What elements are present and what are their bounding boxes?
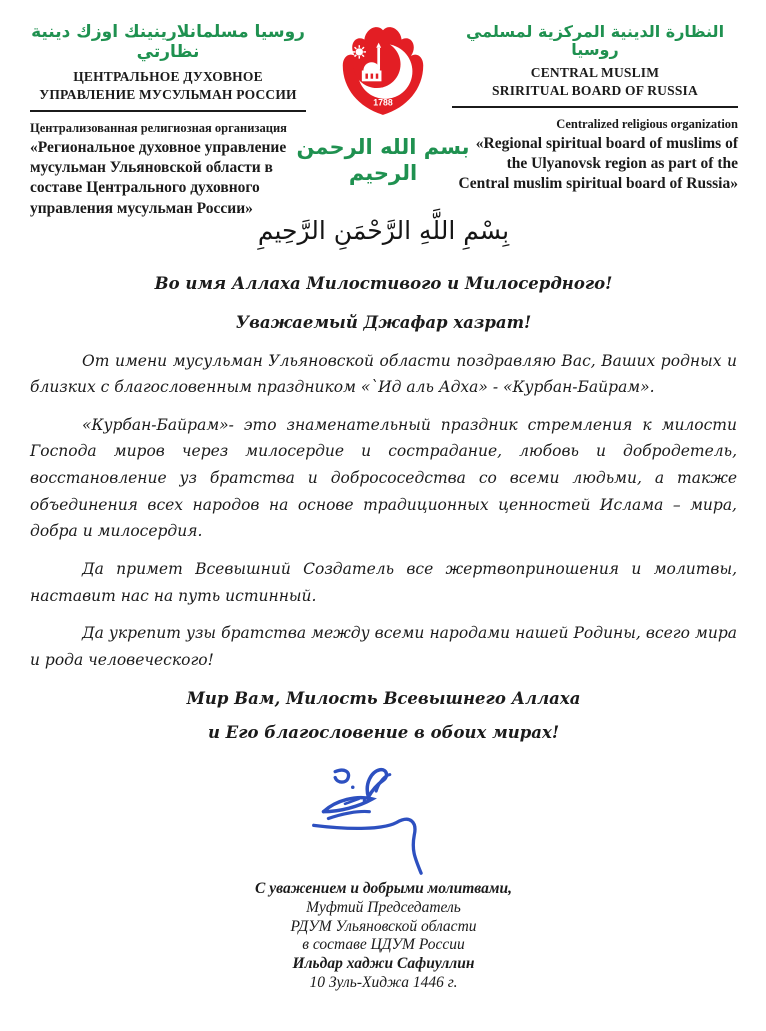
- paragraph-3: Да примет Всевышний Создатель все жертвоприношения и молитвы, наставит нас на путь истинный.: [30, 560, 737, 605]
- addressee-heading: Уважаемый Джафар хазрат!: [235, 312, 532, 332]
- header-right-divider: [452, 106, 738, 108]
- org-subtitle-russian: Централизованная религиозная организация: [30, 121, 287, 136]
- org-subtitle-english: Centralized religious organization: [556, 117, 738, 132]
- salutation-line: С уважением и добрыми молитвами,: [255, 879, 512, 897]
- signature-block: [30, 880, 737, 993]
- org-name-russian-line1: ЦЕНТРАЛЬНОЕ ДУХОВНОЕ: [73, 69, 263, 84]
- org-fullname-russian: «Региональное духовное управление мусульман Ульяновской области в составе Центрального духовного управления мусульман России»: [30, 139, 287, 217]
- header-left-divider: [30, 110, 306, 112]
- org-fullname-english: «Regional spiritual board of muslims of the Ulyanovsk region as part of the Central muslim spiritual board of Russia»: [458, 135, 738, 193]
- arabic-calligraphy-left-text: روسيا مسلمانلارينينك اوزك دينية نظارتي: [31, 22, 305, 62]
- title-line-2: РДУМ Ульяновской области: [290, 917, 477, 935]
- signer-name: Ильдар хаджи Сафиуллин: [292, 955, 475, 973]
- paragraph-1: От имени мусульман Ульяновской области поздравляю Вас, Ваших родных и близких с благословенным праздником «`Ид аль Адха» - «Курбан-Байрам».: [30, 351, 737, 397]
- cdum-tulip-emblem-icon: [330, 22, 436, 120]
- arabic-calligraphy-left: [30, 20, 306, 66]
- emblem-sun-icon: [353, 45, 366, 58]
- org-name-english-line2: SRIRITUAL BOARD OF RUSSIA: [492, 82, 698, 98]
- emblem-year-label: 1788: [373, 97, 393, 108]
- header-center-block: [296, 22, 470, 187]
- org-name-russian-line2: УПРАВЛЕНИЕ МУСУЛЬМАН РОССИИ: [39, 86, 297, 102]
- emblem-mosque-windows: [365, 74, 378, 79]
- paragraph-2: «Курбан-Байрам»- это знаменательный праздник стремления к милости Господа миров через милосердие и сострадание, любовь и добродетель, восстановление уз братства и добрососедства со всеми людьми, а также объединения всех народов на основе традиционных ценностей Ислама – мира, добра и милосердия.: [30, 415, 737, 541]
- title-line-1: Муфтий Председатель: [306, 898, 461, 916]
- org-name-english: [452, 64, 738, 99]
- mufti-signature-icon: [266, 758, 502, 880]
- header-left-block: [30, 20, 306, 219]
- hijri-date: 10 Зуль-Хиджа 1446 г.: [309, 974, 458, 992]
- title-line-3: в составе ЦДУМ России: [302, 936, 465, 954]
- header-right-block: [452, 20, 738, 195]
- arabic-calligraphy-right-text: النظارة الدينية المركزية لمسلمي روسيا: [465, 21, 725, 59]
- basmala-text: بِسْمِ اللَّهِ الرَّحْمَنِ الرَّحِيمِ: [257, 216, 510, 245]
- bismillah-calligraphy-green: بسم الله الرحمن الرحيم: [296, 135, 470, 186]
- closing-line-2: и Его благословение в обоих мирах!: [207, 722, 560, 742]
- arabic-calligraphy-right: [452, 20, 738, 62]
- invocation-heading: Во имя Аллаха Милостивого и Милосердного!: [154, 273, 613, 293]
- closing-line-1: Мир Вам, Милость Всевышнего Аллаха: [186, 688, 581, 708]
- signature-area: [30, 758, 737, 880]
- paragraph-4: Да укрепит узы братства между всеми народами нашей Родины, всего мира и рода человеческого!: [30, 624, 737, 670]
- org-name-russian: [30, 68, 306, 103]
- letter-body: [30, 212, 737, 993]
- org-name-english-line1: CENTRAL MUSLIM: [530, 65, 660, 80]
